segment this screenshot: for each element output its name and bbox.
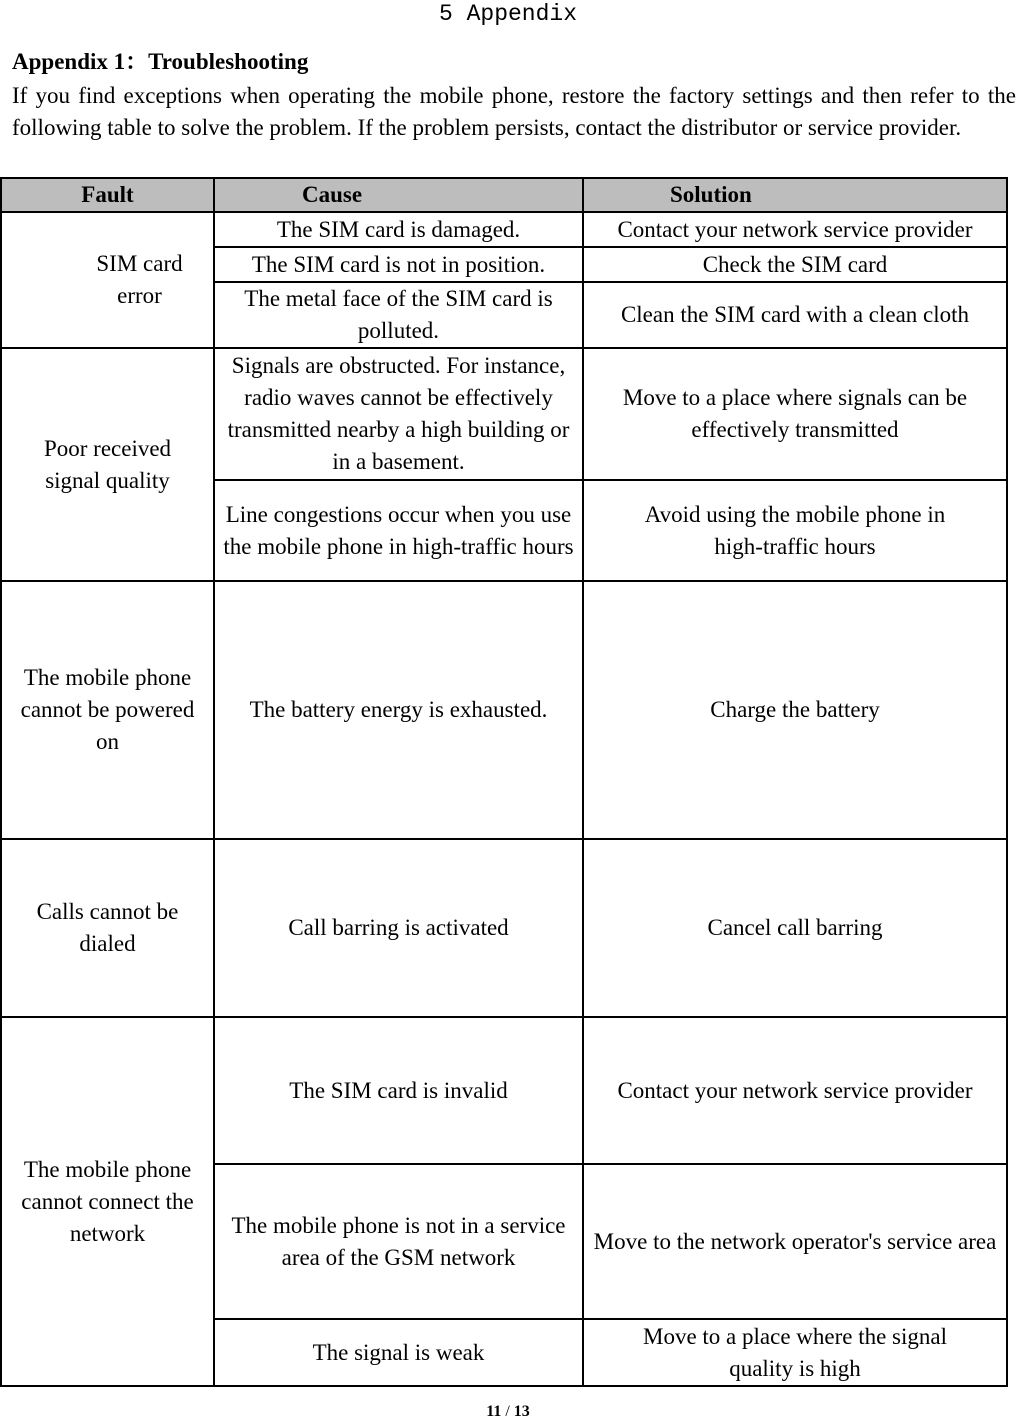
- header-solution: Solution: [583, 178, 1007, 212]
- intro-paragraph: If you find exceptions when operating the mobile phone, restore the factory settings and then refer to the following table to solve the problem. If the problem persists, contact the distributor or service provider.: [12, 83, 1016, 140]
- table-row: [1, 212, 1007, 247]
- fault-cell: The mobile phone cannot connect the network: [1, 1017, 214, 1386]
- cause-cell: The metal face of the SIM card is polluted.: [214, 282, 583, 348]
- cause-cell: The signal is weak: [214, 1319, 583, 1386]
- total-pages-number: 13: [513, 1403, 530, 1420]
- fault-cell: The mobile phone cannot be powered on: [1, 581, 214, 839]
- solution-cell: Avoid using the mobile phone in high-traffic hours: [583, 480, 1007, 581]
- solution-cell: Clean the SIM card with a clean cloth: [583, 282, 1007, 348]
- troubleshooting-table: [0, 177, 1008, 1387]
- solution-cell: Cancel call barring: [583, 839, 1007, 1017]
- cause-cell: The mobile phone is not in a service area of the GSM network: [214, 1164, 583, 1319]
- header-fault: Fault: [1, 178, 214, 212]
- solution-cell: Move to a place where the signal quality is high: [583, 1319, 1007, 1386]
- table-header-row: [1, 178, 1007, 212]
- table-row: [1, 348, 1007, 480]
- cause-cell: Call barring is activated: [214, 839, 583, 1017]
- cause-cell: The SIM card is damaged.: [214, 212, 583, 247]
- solution-cell: Check the SIM card: [583, 247, 1007, 282]
- section-title: 5 Appendix: [438, 1, 578, 27]
- header-cause: Cause: [214, 178, 583, 212]
- cause-cell: The battery energy is exhausted.: [214, 581, 583, 839]
- fault-cell: Poor received signal quality: [1, 348, 214, 581]
- page-separator: /: [505, 1403, 510, 1420]
- solution-cell: Contact your network service provider: [583, 1017, 1007, 1164]
- solution-cell: Charge the battery: [583, 581, 1007, 839]
- solution-cell: Move to the network operator's service area: [583, 1164, 1007, 1319]
- fault-cell: Calls cannot be dialed: [1, 839, 214, 1017]
- solution-cell: Contact your network service provider: [583, 212, 1007, 247]
- cause-cell: Signals are obstructed. For instance, radio waves cannot be effectively transmitted nearby a high building or in a basement.: [214, 348, 583, 480]
- fault-cell: SIM card error: [1, 212, 214, 348]
- cause-cell: Line congestions occur when you use the mobile phone in high-traffic hours: [214, 480, 583, 581]
- cause-cell: The SIM card is not in position.: [214, 247, 583, 282]
- cause-cell: The SIM card is invalid: [214, 1017, 583, 1164]
- appendix-heading: Appendix 1：Troubleshooting: [12, 49, 309, 74]
- page-footer: [0, 1402, 1016, 1422]
- table-row: [1, 839, 1007, 1017]
- current-page-number: 11: [486, 1403, 502, 1420]
- table-row: [1, 1017, 1007, 1164]
- solution-cell: Move to a place where signals can be effectively transmitted: [583, 348, 1007, 480]
- table-row: [1, 581, 1007, 839]
